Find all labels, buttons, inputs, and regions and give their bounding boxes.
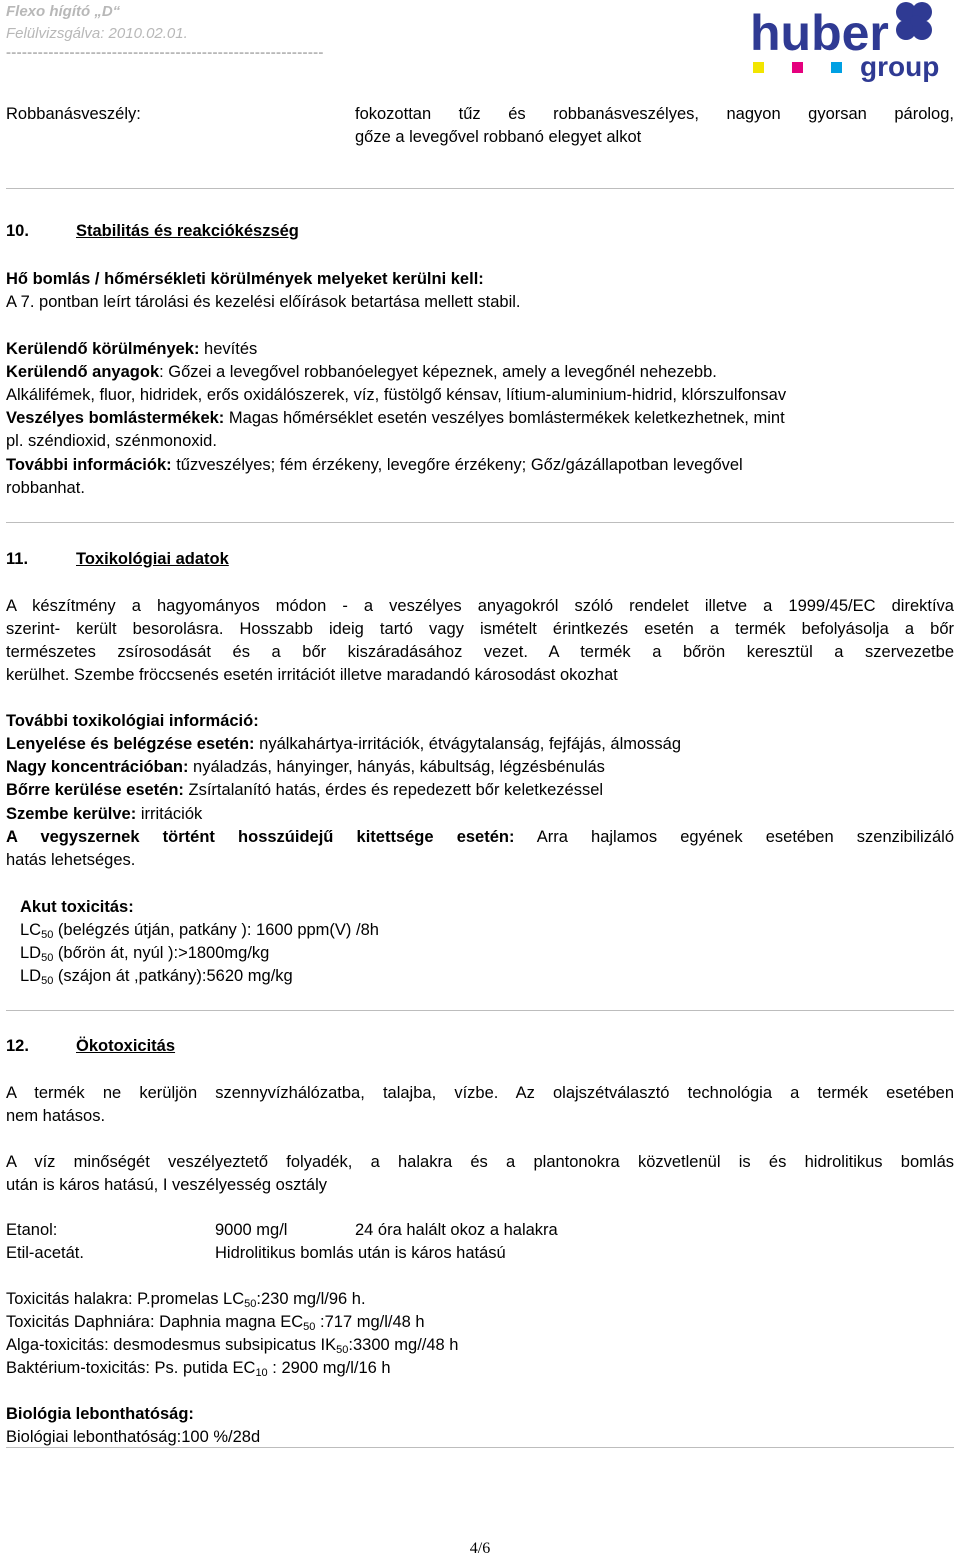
classification-text: kerülhet. Szembe fröccsenés esetén irritációt illetve maradandó károsodást okozhat xyxy=(6,666,618,684)
logo-subtext: group xyxy=(860,51,940,82)
tox-eye-contact xyxy=(6,803,202,826)
acute-toxicity-heading: Akut toxicitás: xyxy=(20,898,134,916)
stability-text: A 7. pontban leírt tárolási és kezelési előírások betartása mellett stabil. xyxy=(6,293,521,311)
field-value: Zsírtalanító hatás, érdes és repedezett bőr keletkezéssel xyxy=(183,781,604,799)
eco-text: nem hatásos. xyxy=(6,1107,106,1125)
hazardous-decomposition xyxy=(6,407,785,430)
revision-date: Felülvizsgálva: 2010.02.01. xyxy=(6,25,188,42)
acute-ld50-oral: $LD_{50}$ (szájon át ,patkány):5620 mg/kg xyxy=(20,967,293,987)
eco-text: A termék ne kerüljön szennyvízhálózatba, talajba, vízbe. Az olajszétválasztó technológia a termék esetében xyxy=(6,1084,954,1102)
section-10-heading xyxy=(6,222,299,241)
field-label: További információk: xyxy=(6,456,172,474)
incompatible-materials: Alkálifémek, fluor, hidridek, erős oxidálószerek, víz, füstölgő kénsav, lítium-aluminium-hidrid, klórszulfonsav xyxy=(6,386,787,404)
huber-group-logo xyxy=(750,0,940,87)
explosion-hazard-text-2: gőze a levegővel robbanó elegyet alkot xyxy=(355,128,642,146)
explosion-hazard-label: Robbanásveszély: xyxy=(6,105,141,123)
product-name: Flexo hígító „D“ xyxy=(6,3,121,20)
field-value: tűzveszélyes; fém érzékeny, levegőre érzékeny; Gőz/gázállapotban levegővel xyxy=(171,456,743,474)
field-value: Magas hőmérséklet esetén veszélyes bomlástermékek keletkezhetnek, mint xyxy=(224,409,785,427)
biodegradability-heading: Biológia lebonthatóság: xyxy=(6,1405,194,1423)
field-label: A vegyszernek történt hosszúidejű kitettsége esetén: xyxy=(6,828,515,846)
further-information xyxy=(6,454,743,477)
field-label: Kerülendő anyagok xyxy=(6,363,160,381)
explosion-hazard-text: fokozottan tűz és robbanásveszélyes, nagyon gyorsan párolog, xyxy=(355,105,954,123)
divider xyxy=(6,188,954,189)
divider xyxy=(6,522,954,523)
field-value: hevítés xyxy=(199,340,258,358)
eco-text: után is káros hatású, I veszélyesség osztály xyxy=(6,1176,327,1194)
tox-bacteria: Baktérium-toxicitás: Ps. putida $EC_{10}$ : 2900 mg/l/16 h xyxy=(6,1359,391,1379)
field-label: Szembe kerülve: xyxy=(6,805,137,823)
eco-text: A víz minőségét veszélyeztető folyadék, a halakra és a plantonokra közvetlenül is és hidrolitikus bomlás xyxy=(6,1153,954,1171)
eco-row-ethyl-acetate: Etil-acetát. Hidrolitikus bomlás után is káros hatású xyxy=(6,1244,506,1262)
divider xyxy=(6,1447,954,1448)
section-12-heading xyxy=(6,1037,176,1056)
field-value: nyáladzás, hányinger, hányás, kábultság, légzésbénulás xyxy=(188,758,605,776)
classification-text: természetes zsírosodását és a bőr kiszáradásához vezet. A termék a bőrön keresztül a szervezetbe xyxy=(6,643,954,661)
further-information-cont: robbanhat. xyxy=(6,479,85,497)
acute-ld50-dermal: $LD_{50}$ (bőrön át, nyúl ):>1800mg/kg xyxy=(20,944,270,964)
materials-to-avoid xyxy=(6,361,717,384)
classification-text: A készítmény a hagyományos módon - a veszélyes anyagokról szóló rendelet illetve a 1999/45/EC direktíva xyxy=(6,597,954,615)
field-value: : Gőzei a levegővel robbanóelegyet képeznek, amely a levegőnél nehezebb. xyxy=(159,363,717,381)
field-value: irritációk xyxy=(136,805,203,823)
logo-wordmark: huber xyxy=(750,5,889,61)
field-label: Bőrre kerülése esetén: xyxy=(6,781,184,799)
section-number: 11. xyxy=(6,550,29,568)
section-title: Ökotoxicitás xyxy=(76,1037,176,1055)
eco-row-ethanol: Etanol: 9000 mg/l 24 óra halált okoz a halakra xyxy=(6,1221,558,1239)
tox-algae: Alga-toxicitás: desmodesmus subsipicatus $IK_{50}:3300$ mg//48 h xyxy=(6,1336,459,1356)
field-value: nyálkahártya-irritációk, étvágytalanság, fejfájás, álmosság xyxy=(254,735,682,753)
header-divider: ------------------------------------------------------------ xyxy=(6,44,324,61)
tox-skin-contact xyxy=(6,779,603,802)
divider xyxy=(6,1010,954,1011)
tox-fish: Toxicitás halakra: P.promelas $LC_{50}:230$ mg/l/96 h. xyxy=(6,1290,366,1310)
thermal-decomposition-heading: Hő bomlás / hőmérsékleti körülmények melyeket kerülni kell: xyxy=(6,270,484,288)
decomposition-products: pl. széndioxid, szénmonoxid. xyxy=(6,432,217,450)
tox-high-concentration xyxy=(6,756,605,779)
field-label: Kerülendő körülmények: xyxy=(6,340,200,358)
acute-lc50: $LC_{50}$ (belégzés útján, patkány ): 1600 ppm(V) /8h xyxy=(20,921,379,941)
section-title: Stabilitás és reakciókészség xyxy=(76,222,299,240)
section-title: Toxikológiai adatok xyxy=(76,550,229,568)
biodegradability-value: Biológiai lebonthatóság:100 %/28d xyxy=(6,1428,261,1446)
section-11-heading xyxy=(6,550,229,569)
field-label: Veszélyes bomlástermékek: xyxy=(6,409,225,427)
tox-long-term-cont: hatás lehetséges. xyxy=(6,851,136,869)
section-number: 10. xyxy=(6,222,29,240)
field-value: Arra hajlamos egyének esetében szenzibilizáló xyxy=(514,828,954,846)
tox-daphnia: Toxicitás Daphniára: Daphnia magna $EC_{50}$ :717 mg/l/48 h xyxy=(6,1313,425,1333)
tox-long-term xyxy=(6,826,954,849)
section-number: 12. xyxy=(6,1037,29,1055)
toxicology-heading: További toxikológiai információ: xyxy=(6,712,259,730)
field-label: Nagy koncentrációban: xyxy=(6,758,189,776)
field-label: Lenyelése és belégzése esetén: xyxy=(6,735,255,753)
classification-text: szerint- került besorolásra. Hosszabb ideig tartó vagy ismételt érintkezés esetén a termék befolyásolja a bőr xyxy=(6,620,954,638)
page-number: 4/6 xyxy=(469,1540,491,1557)
tox-ingestion xyxy=(6,733,681,756)
conditions-to-avoid xyxy=(6,338,257,361)
